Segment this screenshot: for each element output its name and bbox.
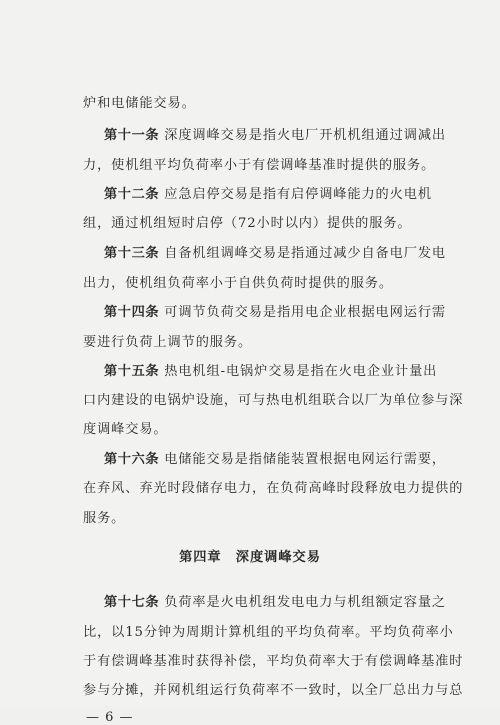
text-line [83, 95, 196, 113]
article-12-line [104, 186, 432, 204]
line-text: 可调节负荷交易是指用电企业根据电网运行需 [164, 305, 446, 320]
page-number: — 6 — [86, 710, 134, 725]
line-text: 深度调峰交易是指火电厂开机机组通过调减出 [164, 128, 446, 143]
line-text: 炉和电储能交易。 [83, 96, 196, 111]
line-text: 要进行负荷上调节的服务。 [83, 335, 253, 350]
line-text: 度调峰交易。 [83, 422, 168, 437]
article-16-line [104, 451, 446, 469]
article-label: 第十六条 [104, 452, 160, 467]
line-text: 应急启停交易是指有启停调峰能力的火电机 [164, 187, 432, 202]
text-line [83, 421, 168, 439]
article-label: 第十二条 [104, 187, 160, 202]
text-line [83, 682, 463, 700]
line-text: 服务。 [83, 511, 126, 526]
article-11-line [104, 127, 446, 145]
line-text: 负荷率是火电机组发电电力与机组额定容量之 [164, 595, 446, 610]
article-label: 第十一条 [104, 128, 160, 143]
text-line [83, 275, 393, 293]
text-line [83, 624, 454, 642]
line-text: 于有偿调峰基准时获得补偿，平均负荷率大于有偿调峰基准时 [83, 654, 464, 669]
line-text: 参与分摊，并网机组运行负荷率不一致时，以全厂总出力与总 [83, 683, 464, 698]
text-line [83, 215, 412, 233]
article-14-line [104, 304, 446, 322]
article-label: 第十四条 [104, 305, 160, 320]
text-line [83, 480, 463, 498]
text-line [83, 653, 463, 671]
article-label: 第十三条 [104, 246, 160, 261]
text-line [83, 392, 463, 410]
article-label: 第十七条 [104, 595, 160, 610]
line-text: 组，通过机组短时启停（72小时以内）提供的服务。 [83, 216, 412, 231]
line-text: 力，使机组平均负荷率小于有偿调峰基准时提供的服务。 [83, 158, 436, 173]
text-line [83, 157, 435, 175]
line-text: 自备机组调峰交易是指通过减少自备电厂发电 [164, 246, 446, 261]
line-text: 在弃风、弃光时段储存电力，在负荷高峰时段释放电力提供的 [83, 481, 464, 496]
line-text: 比，以15分钟为周期计算机组的平均负荷率。平均负荷率小 [83, 625, 454, 640]
article-label: 第十五条 [104, 364, 160, 379]
line-text: 出力，使机组负荷率小于自供负荷时提供的服务。 [83, 276, 393, 291]
line-text: 电储能交易是指储能装置根据电网运行需要， [164, 452, 446, 467]
article-17-line [104, 594, 446, 612]
line-text: 热电机组-电锅炉交易是指在火电企业计量出 [164, 364, 438, 379]
text-line [83, 334, 252, 352]
chapter-heading: 第四章 深度调峰交易 [179, 550, 321, 565]
article-13-line [104, 245, 446, 263]
article-15-line [104, 363, 437, 381]
text-line [83, 510, 125, 528]
line-text: 口内建设的电锅炉设施，可与热电机组联合以厂为单位参与深 [83, 393, 464, 408]
